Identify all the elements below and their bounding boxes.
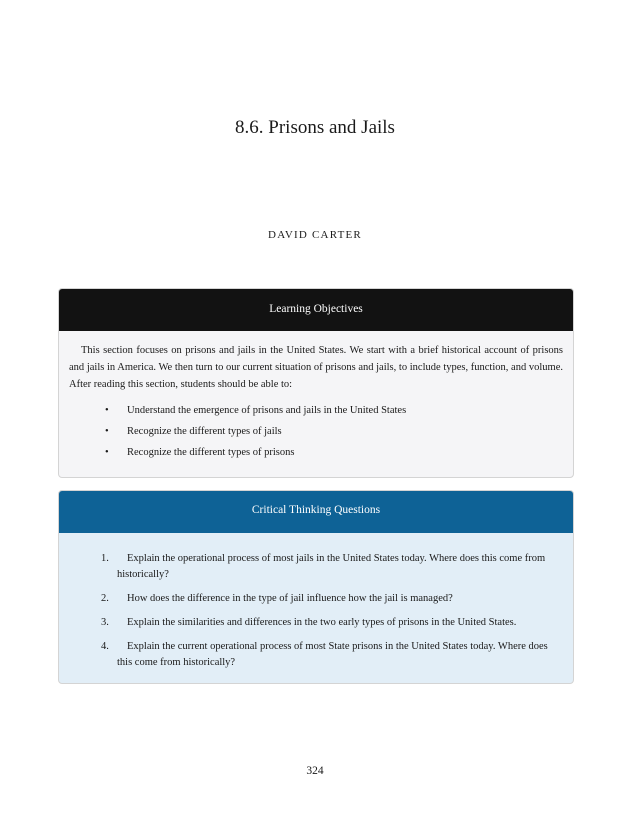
question-text: Explain the current operational process of most State prisons in the United States today. Where does this come from historically? bbox=[117, 641, 548, 668]
question-text: Explain the similarities and differences in the two early types of prisons in the United States. bbox=[127, 617, 517, 628]
author-name: DAVID CARTER bbox=[268, 229, 362, 241]
list-item bbox=[59, 551, 563, 583]
list-item bbox=[69, 400, 563, 421]
list-item bbox=[59, 639, 563, 671]
item-number: 2. bbox=[101, 593, 109, 604]
critical-thinking-list bbox=[59, 533, 573, 671]
question-text: How does the difference in the type of jail influence how the jail is managed? bbox=[127, 593, 453, 604]
list-item bbox=[69, 421, 563, 442]
learning-objectives-heading: Learning Objectives bbox=[59, 289, 573, 331]
learning-objectives-list bbox=[69, 400, 563, 463]
question-text: Explain the operational process of most jails in the United States today. Where does this come from historically? bbox=[117, 553, 546, 580]
item-number: 3. bbox=[101, 617, 109, 628]
list-item-text: Recognize the different types of prisons bbox=[127, 447, 295, 458]
item-number: 1. bbox=[101, 553, 109, 564]
item-number: 4. bbox=[101, 641, 109, 652]
bullet-icon: • bbox=[105, 426, 109, 437]
page-number: 324 bbox=[306, 765, 324, 777]
list-item bbox=[69, 442, 563, 463]
list-item bbox=[59, 615, 563, 631]
critical-thinking-box bbox=[58, 490, 574, 684]
learning-objectives-intro: This section focuses on prisons and jails in the United States. We start with a brief historical account of prisons and jails in America. We then turn to our current situation of prisons and jails, to include types, function, and volume. After reading this section, students should be able to: bbox=[69, 345, 563, 390]
page-title: 8.6. Prisons and Jails bbox=[235, 117, 395, 138]
list-item-text: Understand the emergence of prisons and jails in the United States bbox=[127, 405, 407, 416]
critical-thinking-heading: Critical Thinking Questions bbox=[59, 491, 573, 533]
bullet-icon: • bbox=[105, 405, 109, 416]
list-item-text: Recognize the different types of jails bbox=[127, 426, 282, 437]
bullet-icon: • bbox=[105, 447, 109, 458]
learning-objectives-box bbox=[58, 288, 574, 478]
learning-objectives-body bbox=[59, 331, 573, 463]
list-item bbox=[59, 591, 563, 607]
